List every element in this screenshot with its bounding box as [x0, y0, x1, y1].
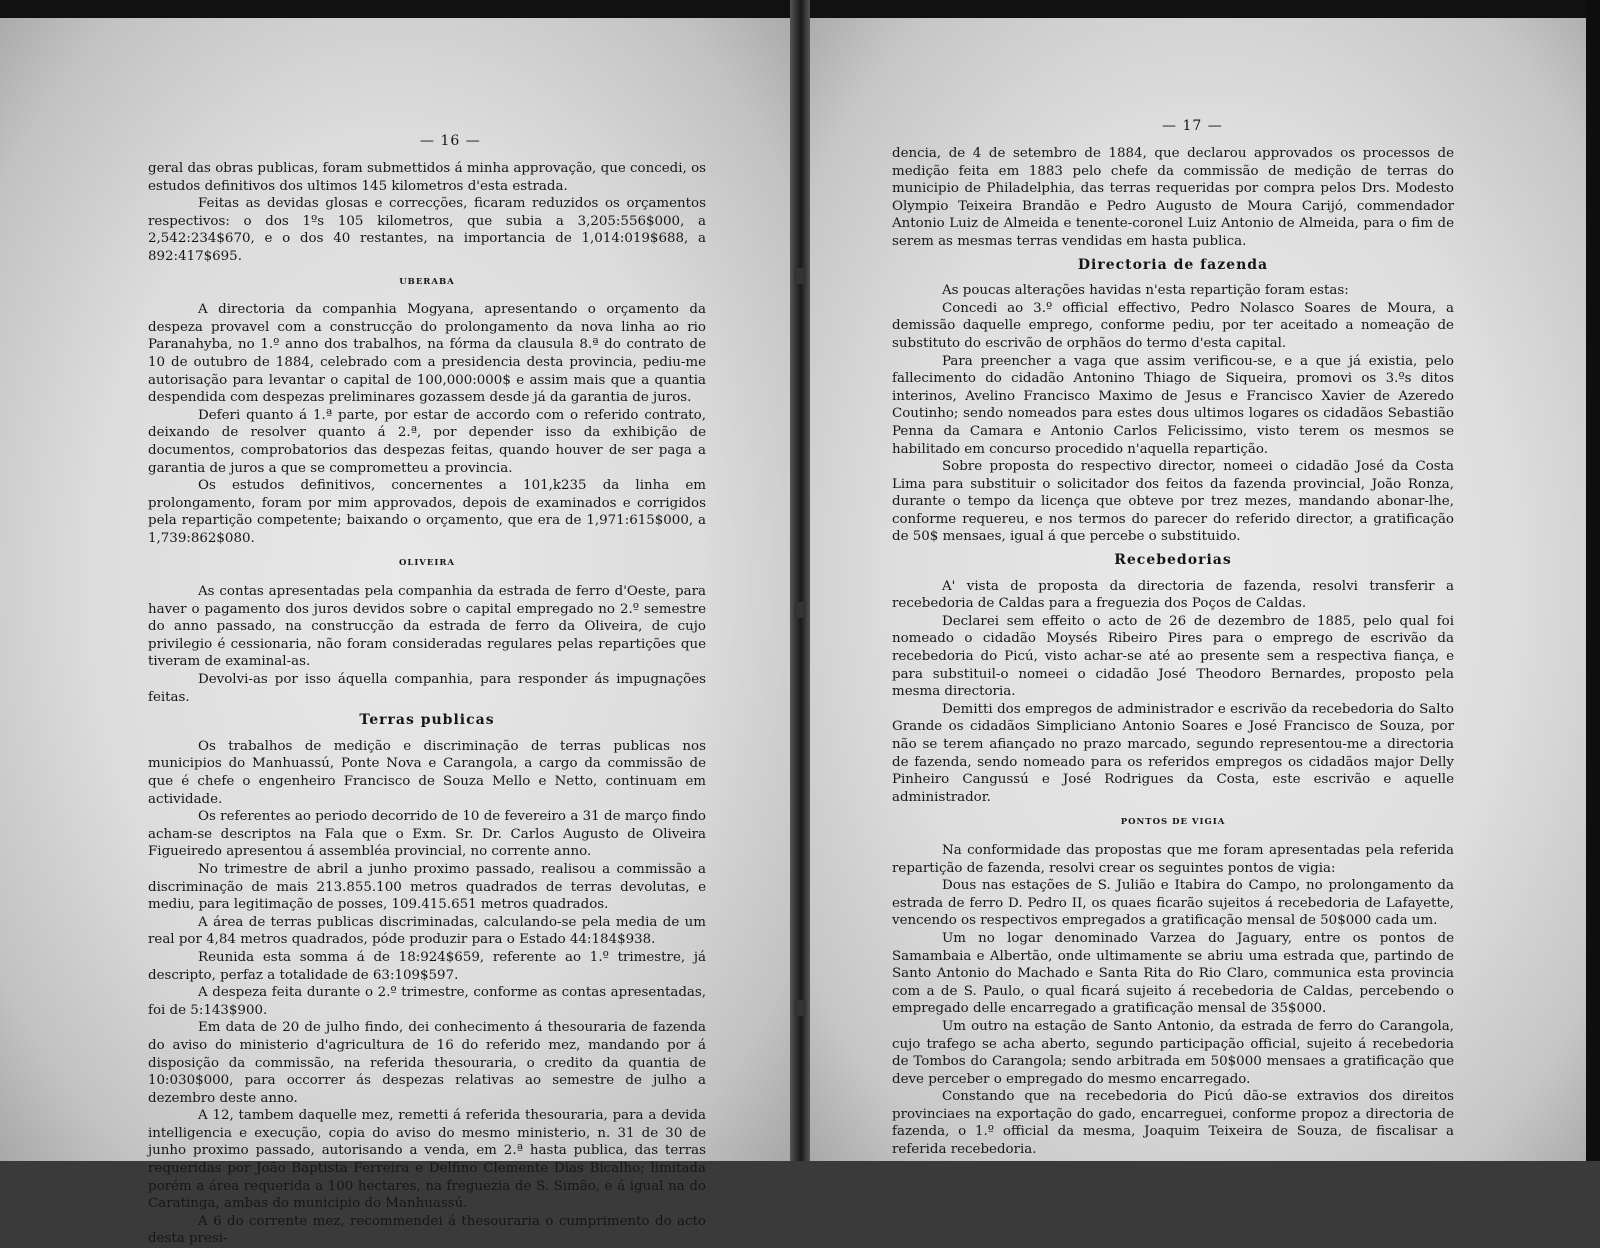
paragraph: Concedi ao 3.º official effectivo, Pedro Nolasco Soares de Moura, a demissão daquelle emprego, conforme pediu, por ter aceitado a nomeação de substituto do escrivão de orphãos do termo d'esta capital. [892, 300, 1454, 351]
book-gutter [790, 0, 810, 1161]
paragraph: As poucas alterações havidas n'esta repartição foram estas: [942, 283, 1349, 299]
section-heading: OLIVEIRA [398, 558, 456, 569]
paragraph: Para preencher a vaga que assim verificou-se, e a que já existia, pelo fallecimento do cidadão Antonino Thiago de Siqueira, promovi os 3.ºs ditos interinos, Avelino Francisco Maximo de Jesus e Francisco Xavier de Azeredo Coutinho; sendo nomeados para estes dous ultimos logares os cidadãos Sebastião Penna da Camara e Antonio Carlos Felicissimo, visto terem os mesmos se habilitado em concurso procedido n'aquella repartição. [892, 353, 1454, 457]
paragraph: dencia, de 4 de setembro de 1884, que declarou approvados os processos de medição feita em 1883 pelo chefe da commissão de medição de terras do municipio de Philadelphia, das terras requeridas por compra pelos Drs. Modesto Olympio Teixeira Brandão e Pedro Augusto de Moura Carijó, commendador Antonio Luiz de Almeida e tenente-coronel Luiz Antonio de Almeida, para o fim de serem as mesmas terras vendidas em hasta publica. [892, 146, 1454, 249]
paragraph: Os referentes ao periodo decorrido de 10 de fevereiro a 31 de março findo acham-se descriptos na Fala que o Exm. Sr. Dr. Carlos Augusto de Oliveira Figueiredo apresentou á assembléa provincial, no corrente anno. [148, 809, 706, 860]
section-heading: PONTOS DE VIGIA [1120, 817, 1226, 828]
paragraph: A' vista de proposta da directoria de fazenda, resolvi transferir a recebedoria de Caldas para a freguezia dos Poços de Caldas. [892, 578, 1454, 612]
right-page-number: — 17 — [1162, 118, 1223, 134]
paragraph: As contas apresentadas pela companhia da estrada de ferro d'Oeste, para haver o pagamento dos juros devidos sobre o capital empregado no 2.º semestre do anno passado, na construcção da estrada de ferro da Oliveira, de cujo privilegio é cessionaria, não foram consideradas regulares pelas repartições que tiveram de examinal-as. [148, 584, 706, 670]
paragraph: geral das obras publicas, foram submettidos á minha approvação, que concedi, os estudos definitivos dos ultimos 145 kilometros d'esta estrada. [148, 161, 706, 194]
paragraph: Reunida esta somma á de 18:924$659, referente ao 1.º trimestre, já descripto, perfaz a totalidade de 63:109$597. [148, 949, 706, 983]
paragraph: Devolvi-as por isso áquella companhia, para responder ás impugnações feitas. [148, 672, 706, 705]
section-heading: UBERABA [399, 276, 455, 287]
paragraph: Um no logar denominado Varzea do Jaguary, entre os pontos de Samambaia e Albertão, onde ultimamente se abriu uma estrada que, partindo de Santo Antonio do Machado e Santa Rita do Rio Claro, communica esta provincia com a de S. Paulo, o qual ficará sujeito á recebedoria de Caldas, percebendo o empregado delle encarregado a gratificação mensal de 35$000. [892, 930, 1454, 1017]
scan-edge [1586, 0, 1600, 1161]
section-heading: Recebedorias [1114, 552, 1232, 569]
left-page-number: — 16 — [420, 133, 481, 149]
paragraph: A área de terras publicas discriminadas, calculando-se pela media de um real por 4,84 metros quadrados, póde produzir para o Estado 44:184$938. [148, 914, 706, 948]
paragraph: Na conformidade das propostas que me foram apresentadas pela referida repartição de fazenda, resolvi crear os seguintes pontos de vigia: [892, 842, 1454, 876]
right-page-text [892, 145, 1454, 1159]
paragraph: Declarei sem effeito o acto de 26 de dezembro de 1885, pelo qual foi nomeado o cidadão Moysés Ribeiro Pires para o emprego de escrivão da recebedoria do Picú, visto achar-se até ao presente sem a respectiva fiança, e para substituil-o nomeei o cidadão José Theodoro Bernardes, proposto pela mesma directoria. [892, 613, 1454, 700]
paragraph: No trimestre de abril a junho proximo passado, realisou a commissão a discriminação de mais 213.855.100 metros quadrados de terras devolutas, e mediu, para legitimação de posses, 109.415.651 metros quadrados. [148, 861, 706, 913]
left-page [0, 0, 790, 1247]
paragraph: Em data de 20 de julho findo, dei conhecimento á thesouraria de fazenda do aviso do ministerio d'agricultura de 16 do referido mez, mandando por á disposição da commissão, na referida thesouraria, o credito da quantia de 10:030$000, para occorrer ás despezas relativas ao semestre de julho a dezembro deste anno. [148, 1020, 706, 1106]
paragraph: A directoria da companhia Mogyana, apresentando o orçamento da despeza provavel com a construcção do prolongamento da nova linha ao rio Paranahyba, no 1.º anno dos trabalhos, na fórma da clausula 8.ª do contrato de 10 de outubro de 1884, celebrado com a presidencia desta provincia, pediu-me autorisação para levantar o capital de 100,000:000$ e assim mais que a quantia despendida com despezas preliminares gozassem desde já da garantia de juros. [148, 302, 706, 406]
right-page [810, 0, 1600, 1161]
paragraph: Os trabalhos de medição e discriminação de terras publicas nos municipios do Manhuassú, Ponte Nova e Carangola, a cargo da commissão de que é chefe o engenheiro Francisco de Souza Mello e Netto, continuam em actividade. [148, 738, 706, 807]
paragraph: A 12, tambem daquelle mez, remetti á referida thesouraria, para a devida intelligencia e execução, copia do aviso do mesmo ministerio, n. 31 de 30 de junho proximo passado, autorisando a venda, em 2.ª hasta publica, das terras requeridas por João Baptista Ferreira e Delfino Clemente Dias Bicalho; limitada porém a área requerida a 100 hectares, na freguezia de S. Simão, e á igual na do Caratinga, ambas do municipio do Manhuassú. [148, 1108, 706, 1212]
paragraph: Constando que na recebedoria do Picú dão-se extravios dos direitos provinciaes na exportação do gado, encarreguei, conforme propoz a directoria de fazenda, o 1.º official da mesma, Joaquim Teixeira de Souza, de fiscalisar a referida recebedoria. [892, 1089, 1454, 1158]
paragraph: Sobre proposta do respectivo director, nomeei o cidadão José da Costa Lima para substituir o solicitador dos feitos da fazenda provincial, João Ronza, durante o tempo da licença que obteve por trez mezes, mandando abonar-lhe, conforme requereu, e nos termos do parecer do referido director, a gratificação de 50$ mensaes, igual á que percebe o substituido. [892, 459, 1454, 545]
section-heading: Directoria de fazenda [1077, 256, 1269, 273]
paragraph: A despeza feita durante o 2.º trimestre, conforme as contas apresentadas, foi de 5:143$900. [148, 985, 706, 1018]
paragraph: Os estudos definitivos, concernentes a 101,k235 da linha em prolongamento, foram por mim approvados, depois de examinados e corrigidos pela repartição competente; baixando o orçamento, que era de 1,971:615$000, a 1,739:862$080. [148, 478, 706, 546]
paragraph: Um outro na estação de Santo Antonio, da estrada de ferro do Carangola, cujo trafego se acha aberto, segundo participação official, sujeito á recebedoria de Tombos do Carangola; sendo arbitrada em 50$000 mensaes a gratificação que deve perceber o empregado do mesmo encarregado. [892, 1018, 1454, 1087]
paragraph: Feitas as devidas glosas e correcções, ficaram reduzidos os orçamentos respectivos: o dos 1ºs 105 kilometros, que subia a 3,205:556$000, a 2,542:234$670, e o dos 40 restantes, na importancia de 1,014:019$688, a 892:417$695. [148, 196, 706, 264]
paragraph: Deferi quanto á 1.ª parte, por estar de accordo com o referido contrato, deixando de resolver quanto á 2.ª, por depender isso da exhibição de documentos, comprobatorios das despezas feitas, quando houver de ser paga a garantia de juros a que se comprometteu a provincia. [148, 407, 706, 476]
paragraph: Dous nas estações de S. Julião e Itabira do Campo, no prolongamento da estrada de ferro D. Pedro II, os quaes ficarão sujeitos á recebedoria de Lafayette, vencendo os respectivos empregados a gratificação mensal de 50$000 cada um. [892, 878, 1454, 929]
left-page-text [148, 160, 706, 1248]
paragraph: Demitti dos empregos de administrador e escrivão da recebedoria do Salto Grande os cidadãos Simpliciano Antonio Soares e José Francisco de Souza, por não se terem afiançado no prazo marcado, segundo representou-me a directoria de fazenda, sendo nomeado para os referidos empregos os cidadãos major Delly Pinheiro Cangussú e José Rodrigues da Costa, este escrivão e aquelle administrador. [892, 701, 1454, 805]
section-heading: Terras publicas [359, 712, 495, 729]
paragraph: A 6 do corrente mez, recommendei á thesouraria o cumprimento do acto desta presi- [148, 1213, 706, 1247]
